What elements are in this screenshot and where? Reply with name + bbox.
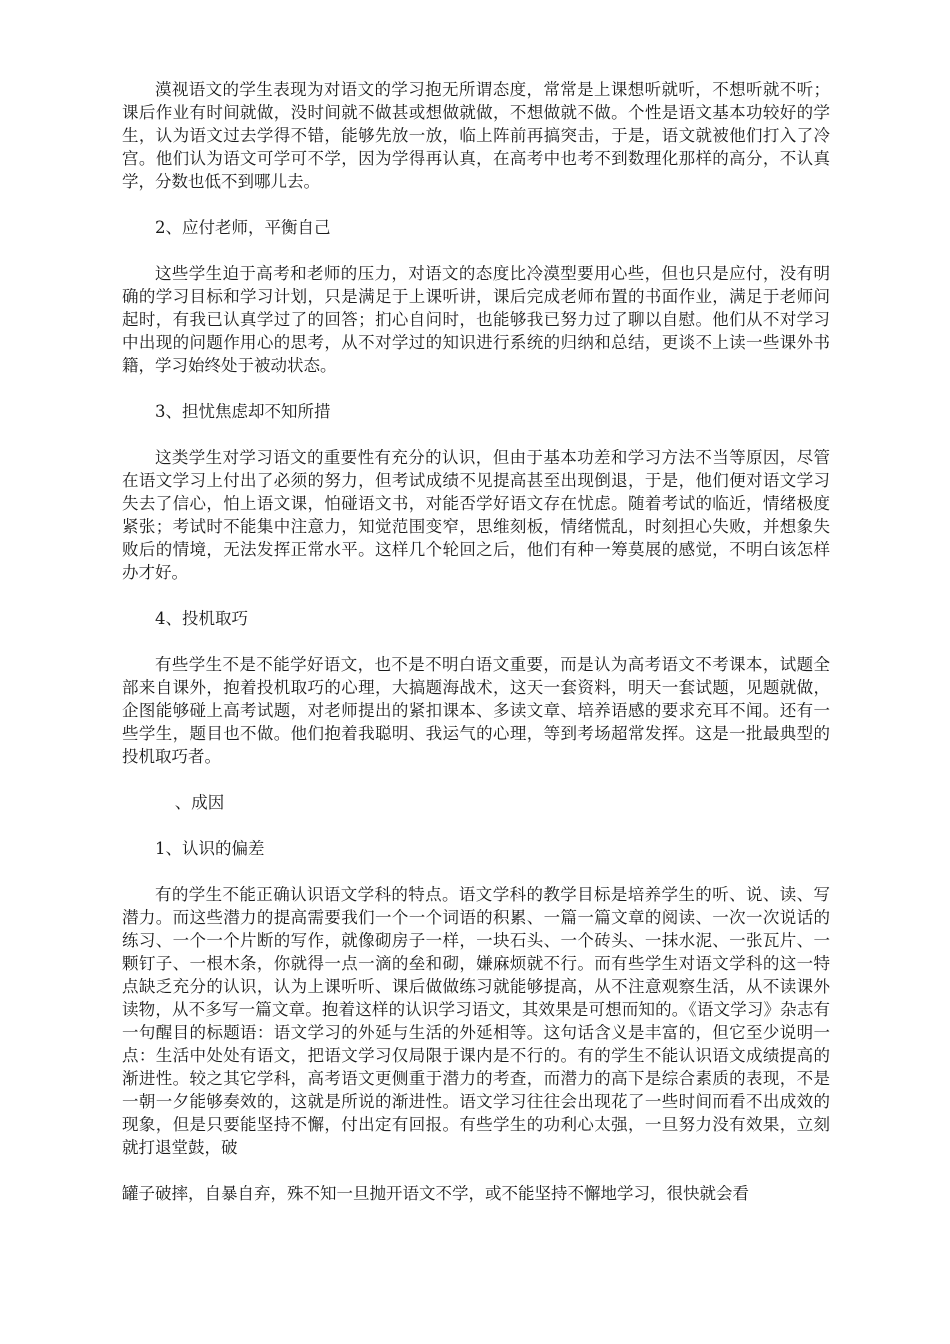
spacer bbox=[122, 377, 830, 400]
heading-opportunism: 4、投机取巧 bbox=[155, 609, 248, 628]
paragraph-anxiety: 这类学生对学习语文的重要性有充分的认识，但由于基本功差和学习方法不当等原因，尽管在语文学习上付出了必须的努力，但考试成绩不见提高甚至出现倒退，于是，他们便对语文学习失去了信心，怕上语文课，怕碰语文书，对能否学好语文存在忧虑。随着考试的临近，情绪极度紧张；考试时不能集中注意力，知觉范围变窄，思维刻板，情绪慌乱，时刻担心失败，并想象失败后的情境，无法发挥正常水平。这样几个轮回之后，他们有种一筹莫展的感觉，不明白该怎样办才好。 bbox=[122, 448, 830, 582]
heading-causes: 、成因 bbox=[174, 793, 225, 812]
paragraph-continuation: 罐子破摔，自暴自弃，殊不知一旦抛开语文不学，或不能坚持不懈地学习，很快就会看 bbox=[122, 1184, 749, 1203]
heading-cope-with-teacher: 2、应付老师，平衡自己 bbox=[155, 218, 331, 237]
spacer bbox=[122, 193, 830, 216]
spacer bbox=[122, 423, 830, 446]
spacer bbox=[122, 768, 830, 791]
paragraph-opportunism: 有些学生不是不能学好语文，也不是不明白语文重要，而是认为高考语文不考课本，试题全部来自课外，抱着投机取巧的心理，大搞题海战术，这天一套资料，明天一套试题，见题就做，企图能够碰上高考试题，对老师提出的紧扣课本、多读文章、培养语感的要求充耳不闻。还有一些学生，题目也不做。他们抱着我聪明、我运气的心理，等到考场超常发挥。这是一批最典型的投机取巧者。 bbox=[122, 655, 830, 766]
spacer bbox=[122, 630, 830, 653]
spacer bbox=[122, 860, 830, 883]
paragraph-cope-with-teacher: 这些学生迫于高考和老师的压力，对语文的态度比冷漠型要用心些，但也只是应付，没有明确的学习目标和学习计划，只是满足于上课听讲，课后完成老师布置的书面作业，满足于老师问起时，有我已认真学过了的回答；扪心自问时，也能够我已努力过了聊以自慰。他们从不对学习中出现的问题作用心的思考，从不对学过的知识进行系统的归纳和总结，更谈不上读一些课外书籍，学习始终处于被动状态。 bbox=[122, 264, 830, 375]
heading-anxiety: 3、担忧焦虑却不知所措 bbox=[155, 402, 331, 421]
document-page bbox=[122, 78, 830, 1205]
heading-cognitive-bias: 1、认识的偏差 bbox=[155, 839, 265, 858]
spacer bbox=[122, 814, 830, 837]
spacer bbox=[122, 584, 830, 607]
spacer bbox=[122, 1159, 830, 1182]
paragraph-indifference: 漠视语文的学生表现为对语文的学习抱无所谓态度，常常是上课想听就听，不想听就不听；课后作业有时间就做，没时间就不做甚或想做就做，不想做就不做。个性是语文基本功较好的学生，认为语文过去学得不错，能够先放一放，临上阵前再搞突击，于是，语文就被他们打入了冷宫。他们认为语文可学可不学，因为学得再认真，在高考中也考不到数理化那样的高分，不认真学，分数也低不到哪儿去。 bbox=[122, 80, 830, 191]
paragraph-cognitive-bias: 有的学生不能正确认识语文学科的特点。语文学科的教学目标是培养学生的听、说、读、写潜力。而这些潜力的提高需要我们一个一个词语的积累、一篇一篇文章的阅读、一次一次说话的练习、一个一个片断的写作，就像砌房子一样，一块石头、一个砖头、一抹水泥、一张瓦片、一颗钉子、一根木条，你就得一点一滴的垒和砌，嫌麻烦就不行。而有些学生对语文学科的这一特点缺乏充分的认识，认为上课听听、课后做做练习就能够提高，从不注意观察生活，从不读课外读物，从不多写一篇文章。抱着这样的认识学习语文，其效果是可想而知的。《语文学习》杂志有一句醒目的标题语：语文学习的外延与生活的外延相等。这句话含义是丰富的，但它至少说明一点：生活中处处有语文，把语文学习仅局限于课内是不行的。有的学生不能认识语文成绩提高的渐进性。较之其它学科，高考语文更侧重于潜力的考查，而潜力的高下是综合素质的表现，不是一朝一夕能够奏效的，这就是所说的渐进性。语文学习往往会出现花了一些时间而看不出成效的现象，但是只要能坚持不懈，付出定有回报。有些学生的功利心太强，一旦努力没有效果，立刻就打退堂鼓，破 bbox=[122, 885, 830, 1157]
spacer bbox=[122, 239, 830, 262]
